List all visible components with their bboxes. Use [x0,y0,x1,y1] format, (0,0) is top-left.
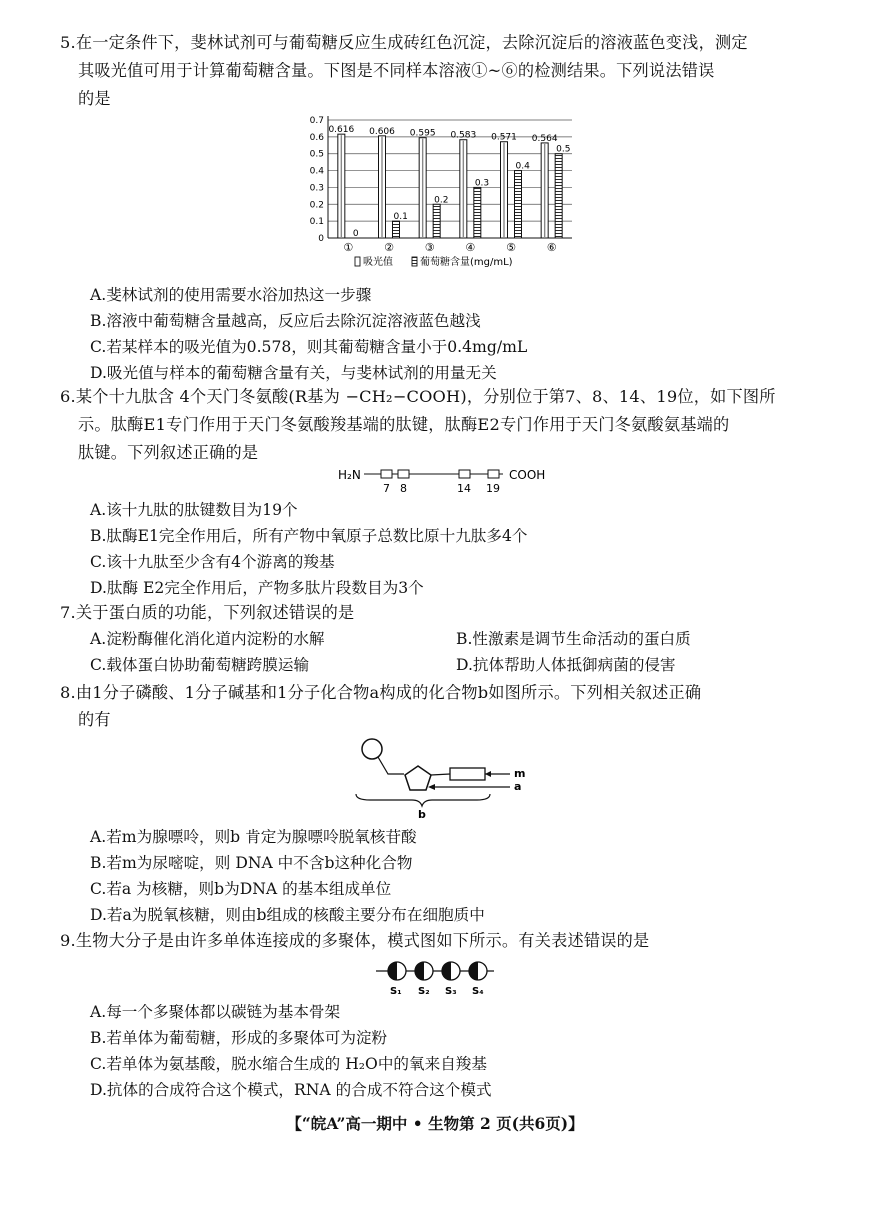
position-14-label: 14 [457,482,471,494]
x-tick-label: ⑥ [546,241,557,254]
y-tick-label: 0.5 [309,149,324,160]
q5-stem-line-1: 5.在一定条件下，斐林试剂可与葡萄糖反应生成砖红色沉淀，去除沉淀后的溶液蓝色变浅，测定 [60,33,748,52]
q7-option-c: C.载体蛋白协助葡萄糖跨膜运输 [90,656,310,674]
q7-option-b: B.性激素是调节生命活动的蛋白质 [456,630,691,648]
residue-19-box [488,470,499,478]
q5-stem-line-3: 的是 [78,89,111,108]
q9-option-d: D.抗体的合成符合这个模式，RNA 的合成不符合这个模式 [90,1081,492,1099]
x-tick-label: ④ [465,241,476,254]
q6-stem-line-2: 示。肽酶E1专门作用于天门冬氨酸羧基端的肽键，肽酶E2专门作用于天门冬氨酸氨基端的 [78,415,730,434]
label-absorbance: 0.583 [450,130,477,141]
label-absorbance: 0.616 [328,125,355,136]
label-s4: S₄ [472,986,484,997]
q6-option-c: C.该十九肽至少含有4个游离的羧基 [90,553,335,571]
label-a: a [514,780,522,793]
residue-14-box [459,470,470,478]
label-glucose: 0.4 [515,161,530,172]
q9-option-a: A.每一个多聚体都以碳链为基本骨架 [90,1003,341,1021]
label-b: b [418,808,426,821]
q9-stem: 9.生物大分子是由许多单体连接成的多聚体，模式图如下所示。有关表述错误的是 [60,931,650,950]
q6-option-b: B.肽酶E1完全作用后，所有产物中氧原子总数比原十九肽多4个 [90,527,528,545]
label-absorbance: 0.564 [531,133,558,144]
carboxyl-terminus-label: COOH [509,468,546,482]
y-tick-label: 0.7 [309,116,324,126]
amino-terminus-label: H₂N [338,468,361,482]
position-7-label: 7 [383,482,390,494]
label-s1: S₁ [390,986,402,997]
q8-stem-line-2: 的有 [78,710,111,729]
base-rectangle [450,768,485,780]
x-tick-label: ② [384,241,394,254]
q5-stem-line-2: 其吸光值可用于计算葡萄糖含量。下图是不同样本溶液①~⑥的检测结果。下列说法错误 [78,61,715,80]
position-8-label: 8 [400,482,407,494]
pentose-pentagon [405,766,431,790]
monomer-s2 [415,962,433,980]
q5-option-d: D.吸光值与样本的葡萄糖含量有关，与斐林试剂的用量无关 [90,364,497,382]
label-absorbance: 0.595 [409,128,436,139]
phosphate-circle [362,739,382,759]
polymer-monomer-diagram [374,956,498,998]
q7-option-a: A.淀粉酶催化消化道内淀粉的水解 [90,630,325,648]
label-m: m [514,767,526,780]
legend-label-absorbance: 吸光值 [363,257,393,268]
legend-swatch-glucose [412,257,417,266]
label-absorbance: 0.571 [491,132,517,143]
q5-option-a: A.斐林试剂的使用需要水浴加热这一步骤 [90,286,372,304]
bar-glucose [474,187,481,238]
x-tick-label: ① [343,241,354,254]
bar-glucose [515,171,522,238]
nonadecapeptide-diagram [338,462,553,494]
q7-stem: 7.关于蛋白质的功能，下列叙述错误的是 [60,603,355,622]
x-tick-label: ③ [424,241,435,254]
label-s2: S₂ [418,986,430,997]
y-tick-label: 0.6 [309,132,324,143]
q6-stem-line-1: 6.某个十九肽含 4个天门冬氨酸(R基为 −CH₂−COOH)，分别位于第7、8、14、19位，如下图所 [60,387,776,406]
label-s3: S₃ [445,986,457,997]
monomer-s3 [442,962,460,980]
monomer-s4 [469,962,487,980]
legend-swatch-absorbance [355,257,360,266]
q5-option-b: B.溶液中葡萄糖含量越高，反应后去除沉淀溶液蓝色越浅 [90,312,481,330]
q9-option-c: C.若单体为氨基酸，脱水缩合生成的 H₂O中的氧来自羧基 [90,1055,487,1073]
compound-b-brace [356,794,490,806]
position-19-label: 19 [486,482,500,494]
q6-option-a: A.该十九肽的肽键数目为19个 [90,501,298,519]
q8-option-c: C.若a 为核糖，则b为DNA 的基本组成单位 [90,880,392,898]
residue-8-box [398,470,409,478]
y-tick-label: 0.3 [309,183,324,194]
legend-label-glucose: 葡萄糖含量(mg/mL) [420,257,513,268]
monomer-s1 [388,962,406,980]
label-glucose: 0.1 [393,212,408,223]
q6-option-d: D.肽酶 E2完全作用后，产物多肽片段数目为3个 [90,579,424,597]
q8-option-a: A.若m为腺嘌呤，则b 肯定为腺嘌呤脱氧核苷酸 [90,828,417,846]
nucleotide-diagram [350,736,540,822]
x-tick-label: ⑤ [506,241,516,254]
y-tick-label: 0.1 [309,217,324,228]
q7-option-d: D.抗体帮助人体抵御病菌的侵害 [456,656,676,674]
q8-option-b: B.若m为尿嘧啶，则 DNA 中不含b这种化合物 [90,854,413,872]
label-glucose: 0.3 [474,178,490,189]
page-footer: 【“皖A”高一期中 • 生物第 2 页(共6页)】 [286,1114,584,1133]
label-glucose: 0 [352,229,359,239]
q8-stem-line-1: 8.由1分子磷酸、1分子碱基和1分子化合物a构成的化合物b如图所示。下列相关叙述正确 [60,683,702,702]
absorbance-glucose-bar-chart [300,110,580,280]
label-glucose: 0.5 [556,144,571,155]
residue-7-box [381,470,392,478]
label-absorbance: 0.606 [369,126,395,137]
y-tick-label: 0.4 [309,166,324,177]
q9-option-b: B.若单体为葡萄糖，形成的多聚体可为淀粉 [90,1029,388,1047]
y-tick-label: 0 [318,234,324,244]
bar-glucose [393,221,400,238]
q8-option-d: D.若a为脱氧核糖，则由b组成的核酸主要分布在细胞质中 [90,906,485,924]
y-tick-label: 0.2 [309,200,324,211]
q5-option-c: C.若某样本的吸光值为0.578，则其葡萄糖含量小于0.4mg/mL [90,338,528,356]
q6-stem-line-3: 肽键。下列叙述正确的是 [78,443,259,462]
bar-glucose [555,154,562,238]
bar-glucose [433,204,440,238]
label-glucose: 0.2 [434,195,449,206]
